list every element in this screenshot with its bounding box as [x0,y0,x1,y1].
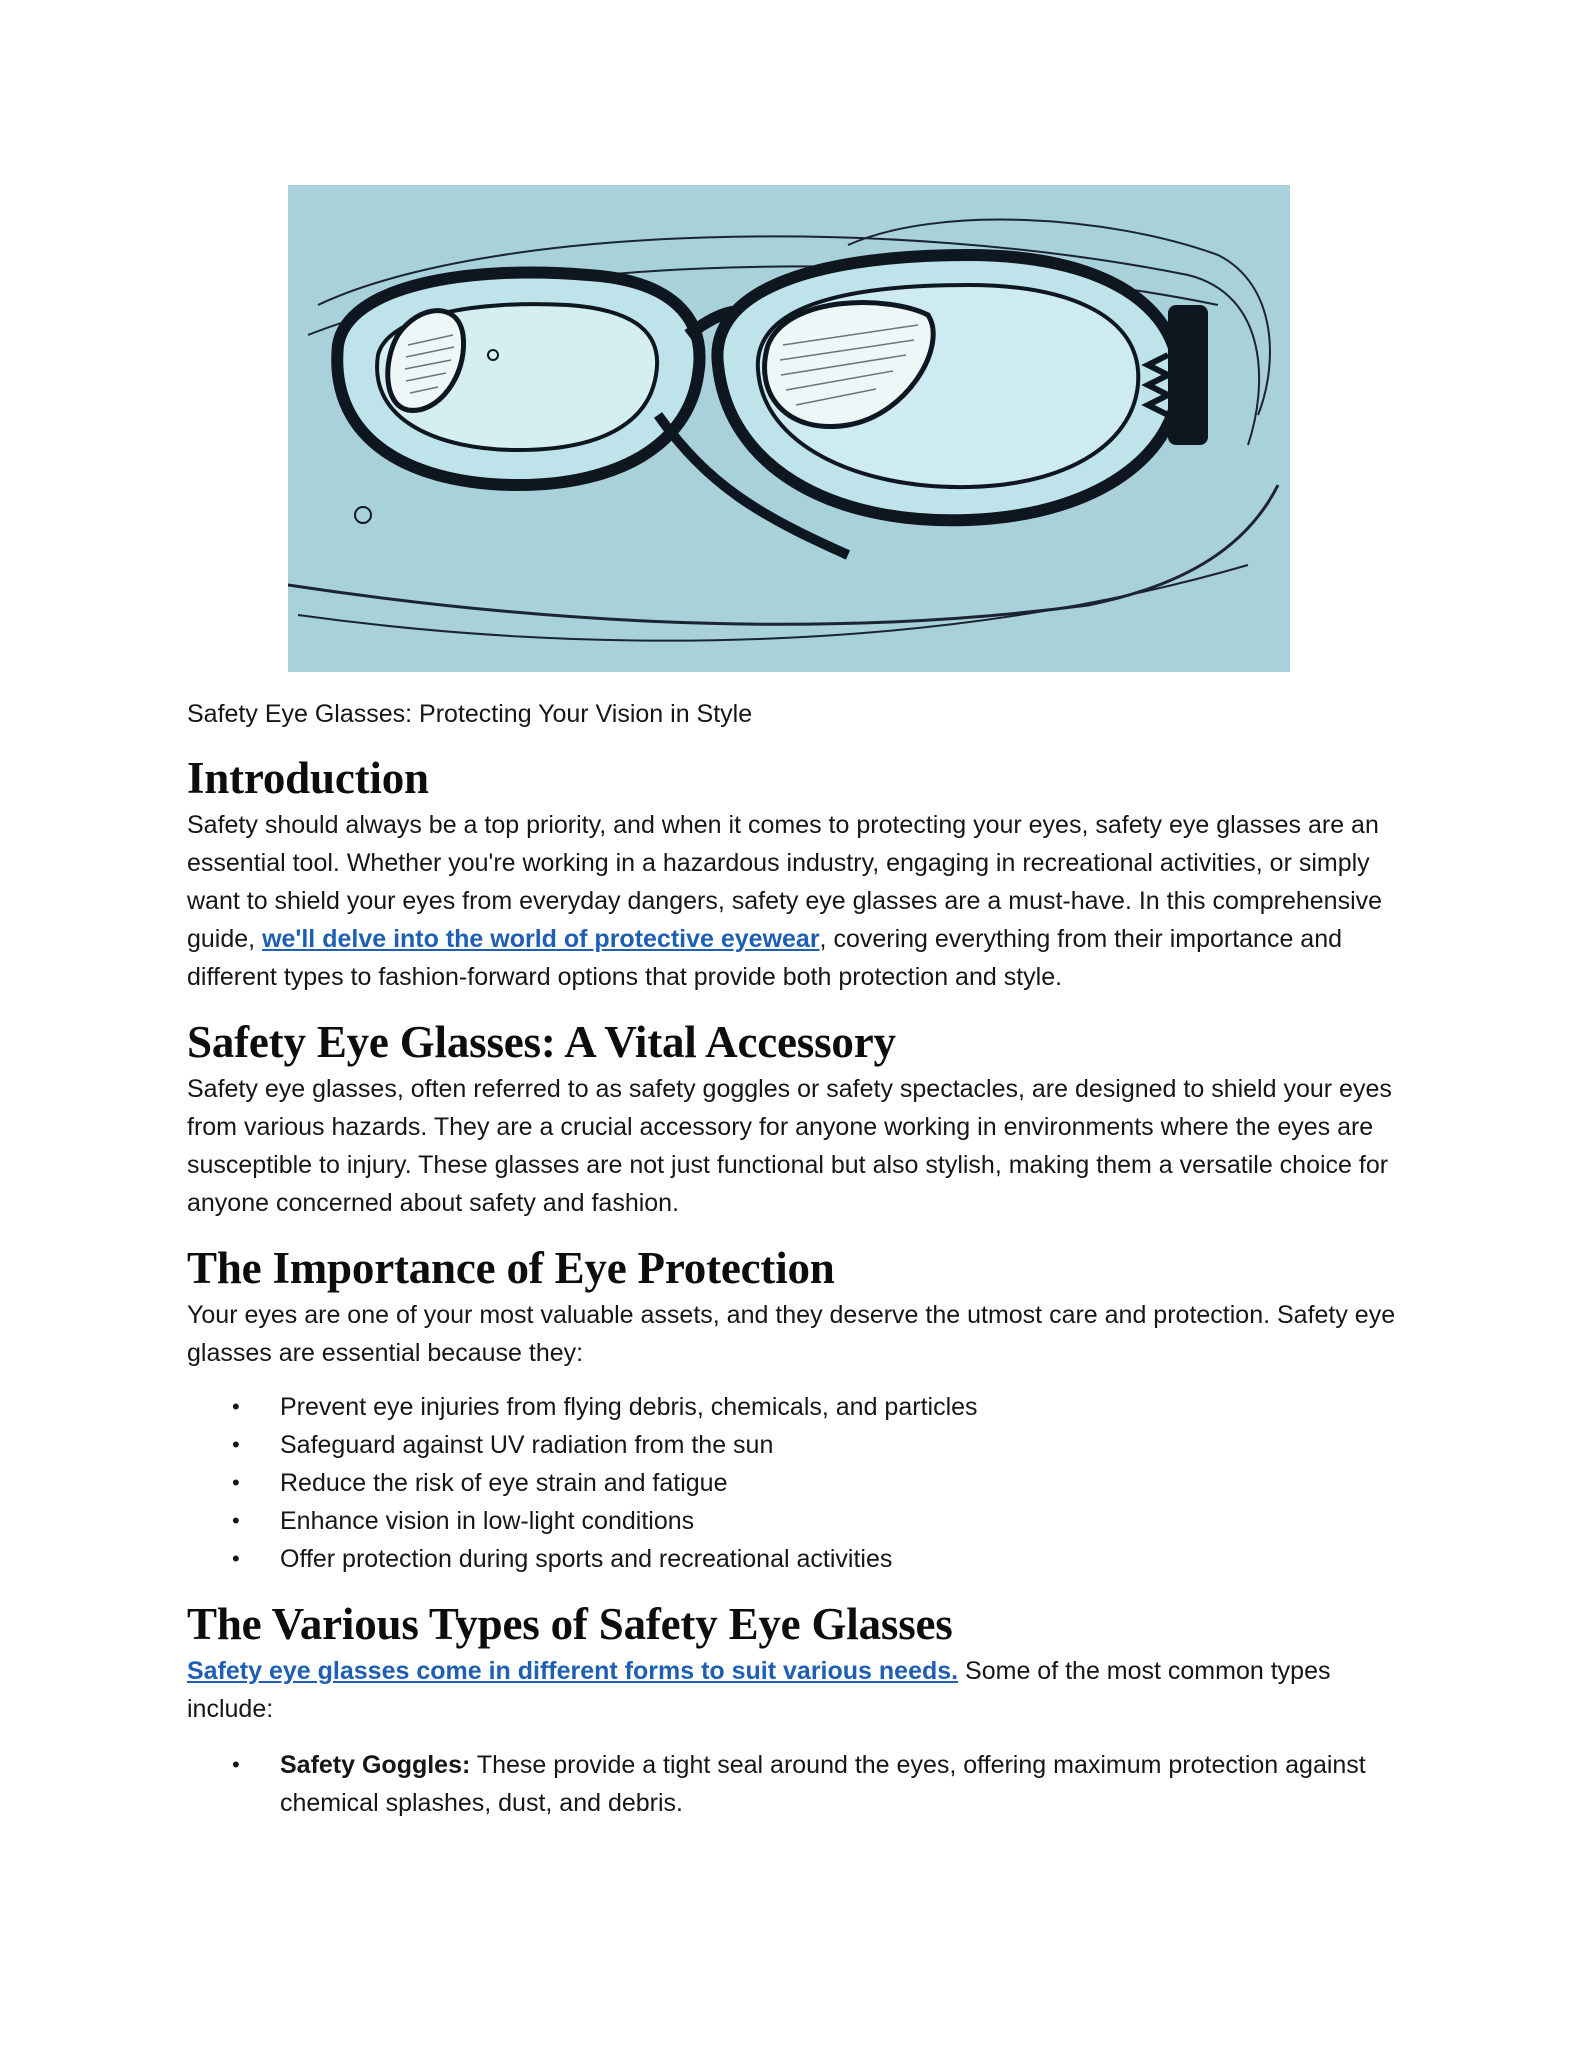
list-item: • Reduce the risk of eye strain and fatigue [187,1464,1407,1502]
image-caption: Safety Eye Glasses: Protecting Your Vision in Style [187,700,753,728]
list-item: • Safeguard against UV radiation from the sun [187,1426,1407,1464]
heading-vital-accessory: Safety Eye Glasses: A Vital Accessory [187,1017,896,1067]
accessory-paragraph: Safety eye glasses, often referred to as safety goggles or safety spectacles, are designed to shield your eyes from various hazards. They are a crucial accessory for anyone working in environments where the eyes are susceptible to injury. These glasses are not just functional but also stylish, making them a versatile choice for anyone concerned about safety and fashion. [187,1075,1392,1217]
heading-importance: The Importance of Eye Protection [187,1243,835,1293]
list-item [187,1746,1407,1822]
article-body [187,750,1407,1840]
list-item: • Prevent eye injuries from flying debris, chemicals, and particles [187,1388,1407,1426]
bullet-icon: • [232,1508,240,1533]
hero-illustration [288,185,1290,672]
bullet-icon: • [232,1546,240,1571]
types-list [187,1746,1407,1822]
heading-types: The Various Types of Safety Eye Glasses [187,1599,953,1649]
bullet-icon: • [232,1432,240,1457]
bullet-icon: • [232,1470,240,1495]
type-description: These provide a tight seal around the eyes, offering maximum protection against chemical splashes, dust, and debris. [280,1751,1366,1817]
protective-eyewear-link[interactable]: we'll delve into the world of protective eyewear [262,925,820,953]
different-forms-link[interactable]: Safety eye glasses come in different forms to suit various needs. [187,1657,959,1685]
importance-paragraph: Your eyes are one of your most valuable assets, and they deserve the utmost care and protection. Safety eye glasses are essential because they: [187,1301,1396,1367]
list-item: • Enhance vision in low-light conditions [187,1502,1407,1540]
heading-introduction: Introduction [187,753,429,803]
section-importance [187,1240,1407,1578]
type-term: Safety Goggles: [280,1751,471,1779]
section-vital-accessory [187,1014,1407,1222]
importance-list [187,1388,1407,1578]
list-item: • Offer protection during sports and recreational activities [187,1540,1407,1578]
types-paragraph [187,1652,1407,1728]
section-types [187,1596,1407,1822]
intro-paragraph [187,806,1407,996]
goggles-illustration-icon [288,185,1290,672]
bullet-icon: • [232,1752,240,1777]
types-text-after-link: Some of the most common types include: [187,1657,1331,1723]
bullet-icon: • [232,1394,240,1419]
intro-text-after-link: , covering everything from their importance and different types to fashion-forward options that provide both protection and style. [187,925,1343,991]
intro-text-before-link: Safety should always be a top priority, and when it comes to protecting your eyes, safety eye glasses are an essential tool. Whether you're working in a hazardous industry, engaging in recreational activities, or simply want to shield your eyes from everyday dangers, safety eye glasses are a must-have. In this comprehensive guide, [187,811,1383,953]
section-introduction [187,750,1407,996]
